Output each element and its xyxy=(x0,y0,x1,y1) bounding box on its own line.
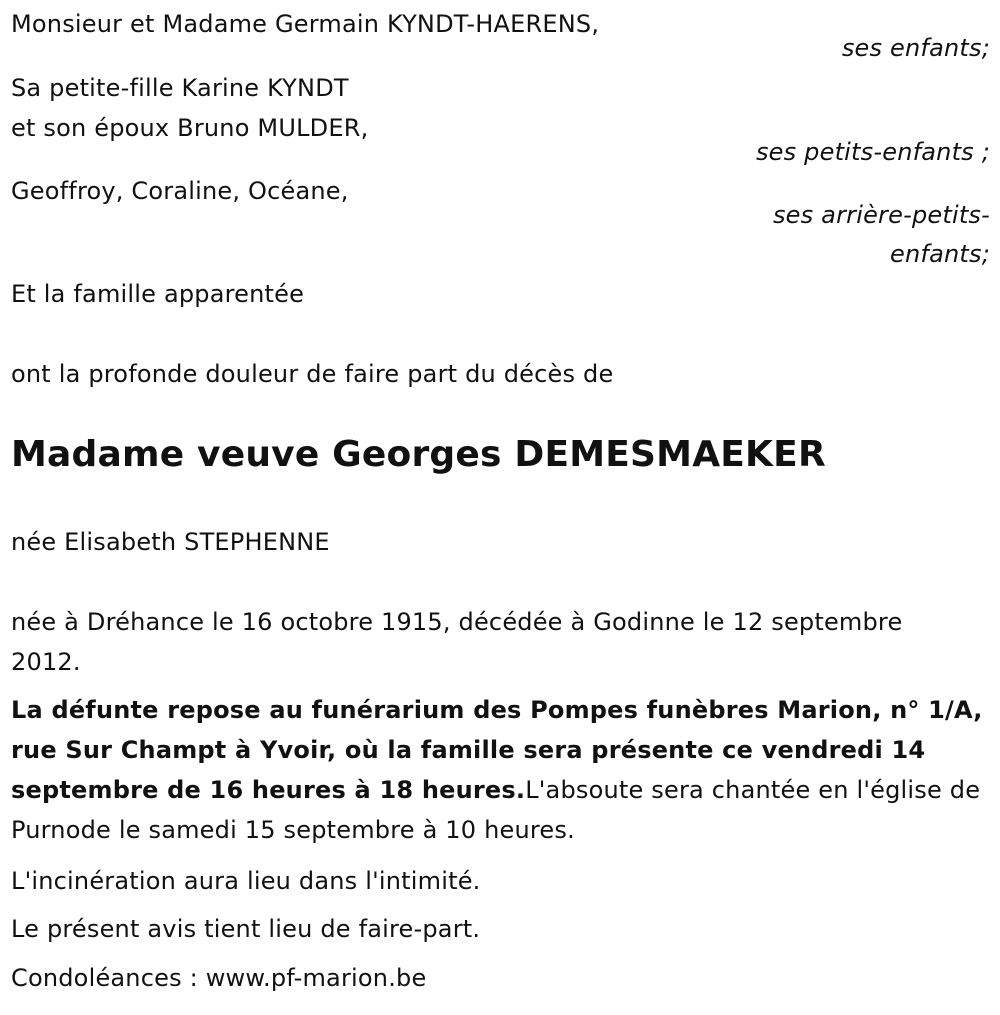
children-names: Monsieur et Madame Germain KYNDT-HAERENS, xyxy=(11,10,600,38)
incineration-note: L'incinération aura lieu dans l'intimité. xyxy=(11,867,481,895)
grandchildren-role: ses petits-enfants ; xyxy=(755,138,990,166)
extended-family: Et la famille apparentée xyxy=(11,280,305,308)
faire-part-note: Le présent avis tient lieu de faire-part. xyxy=(11,915,481,943)
great-grandchildren-role-2: enfants; xyxy=(890,240,990,268)
deceased-name: Madame veuve Georges DEMESMAEKER xyxy=(11,434,826,475)
repose-details: La défunte repose au funérarium des Pompes funèbres Marion, n° 1/A, rue Sur Champt à Yvoir, où la famille sera présente ce vendredi 14 septembre de 16 heures à 18 heures. xyxy=(11,696,983,804)
condolences-link[interactable]: Condoléances : www.pf-marion.be xyxy=(11,964,427,992)
repose-paragraph xyxy=(11,690,986,850)
great-grandchildren-names: Geoffroy, Coraline, Océane, xyxy=(11,177,349,205)
children-role: ses enfants; xyxy=(841,34,990,62)
announcement: ont la profonde douleur de faire part du décès de xyxy=(11,360,614,388)
granddaughter-name: Sa petite-fille Karine KYNDT xyxy=(11,74,349,102)
maiden-name: née Elisabeth STEPHENNE xyxy=(11,528,330,556)
absoute-details: L'absoute sera chantée en l'église de Purnode le samedi 15 septembre à 10 heures. xyxy=(11,776,981,844)
granddaughter-spouse: et son époux Bruno MULDER, xyxy=(11,114,369,142)
birth-death-dates: née à Dréhance le 16 octobre 1915, décédée à Godinne le 12 septembre 2012. xyxy=(11,608,903,676)
great-grandchildren-role-1: ses arrière-petits- xyxy=(772,201,990,229)
